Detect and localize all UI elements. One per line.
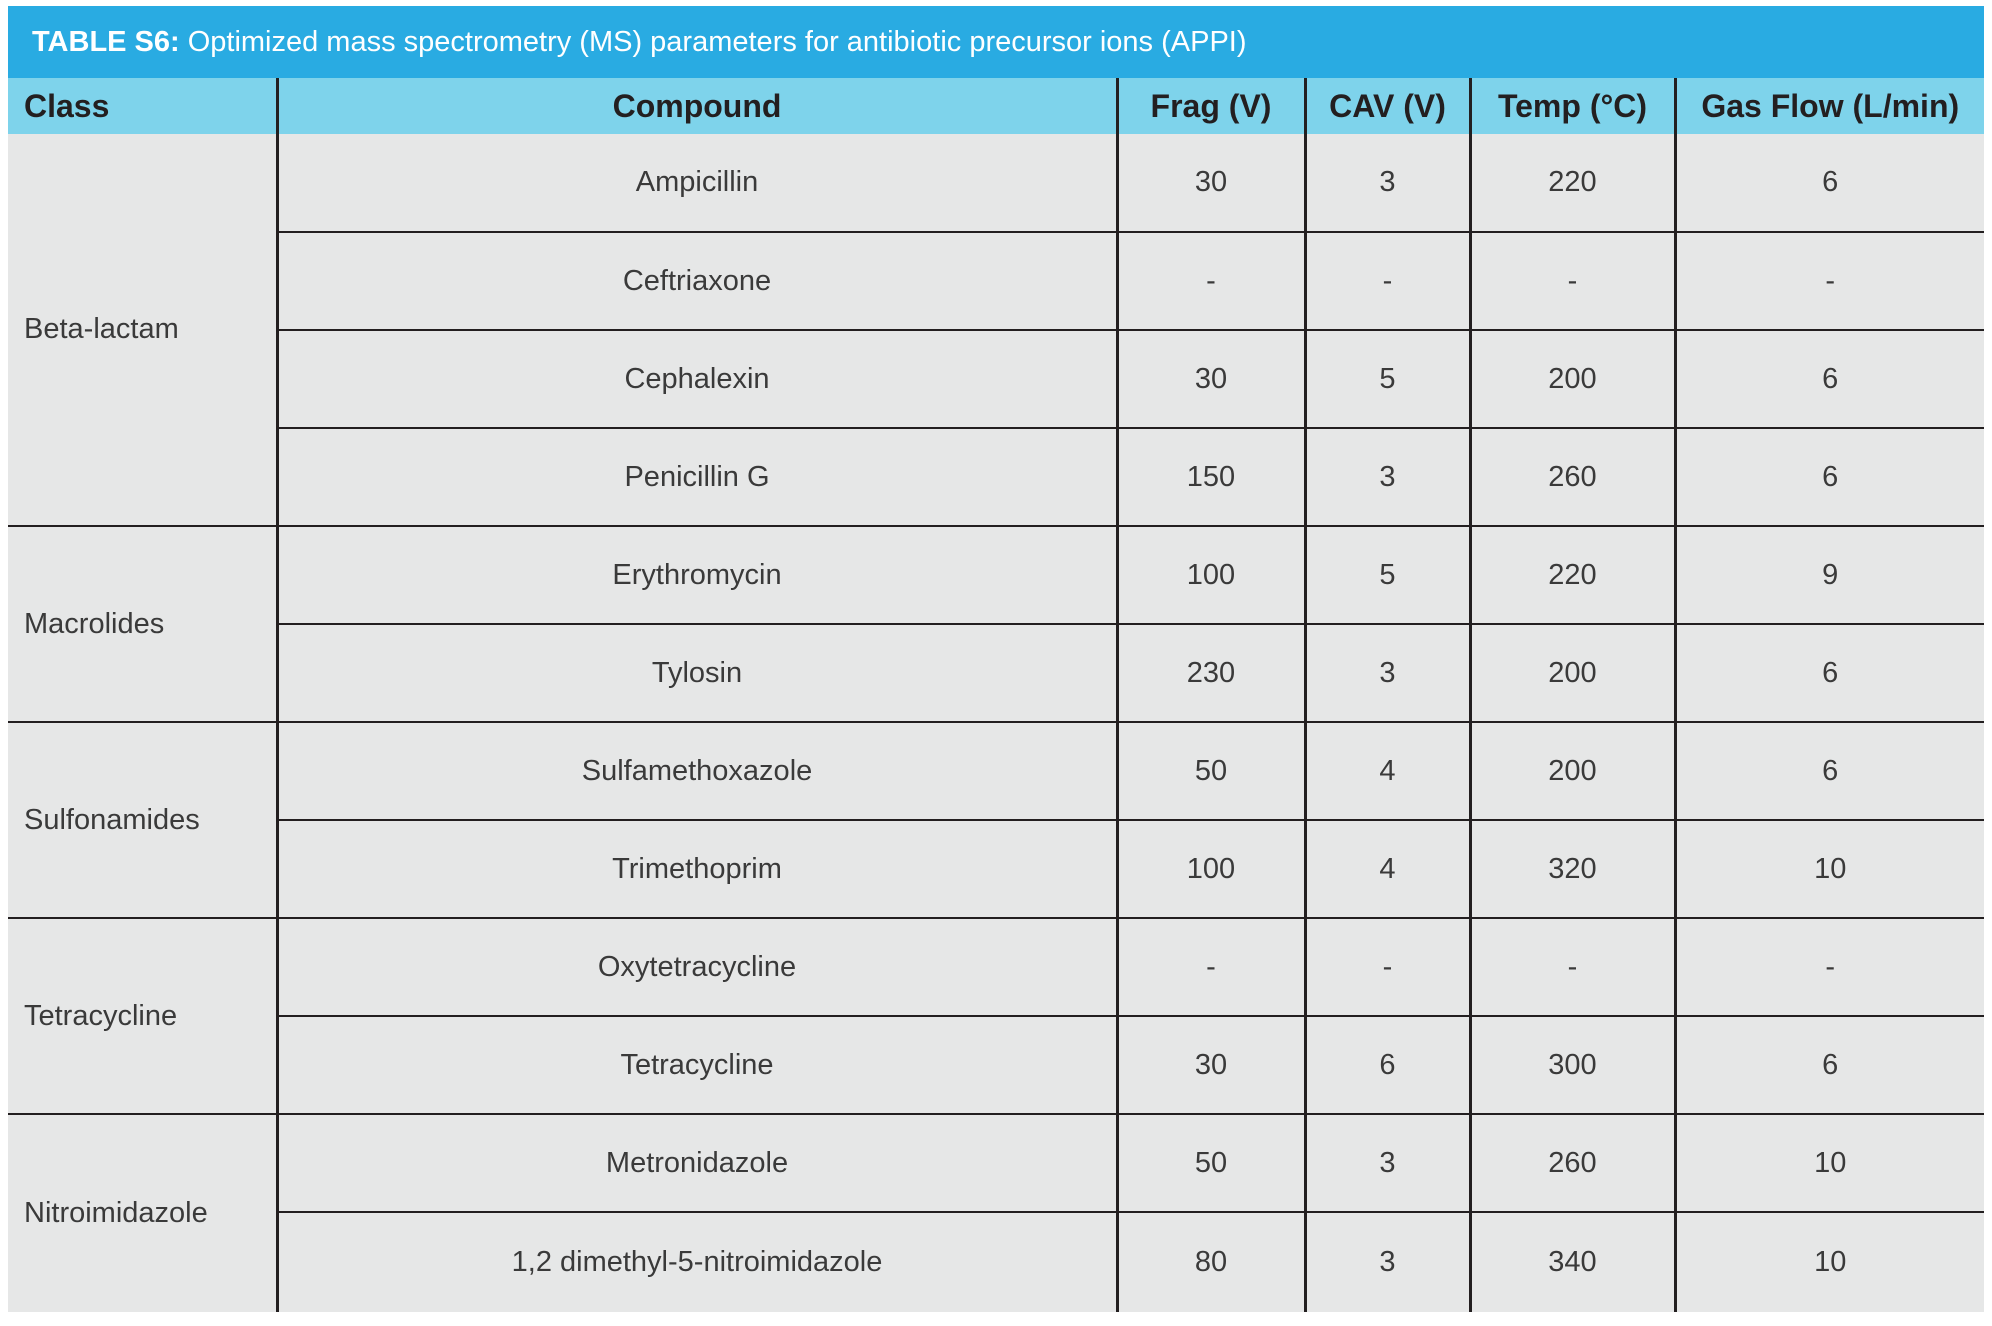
table-row: [8, 624, 1984, 722]
gas-flow-cell: 6: [1675, 624, 1984, 722]
cav-cell: 5: [1305, 330, 1470, 428]
cav-cell: 4: [1305, 820, 1470, 918]
gas-flow-cell: 10: [1675, 820, 1984, 918]
table-row: [8, 722, 1984, 820]
temp-cell: 340: [1470, 1212, 1675, 1312]
compound-cell: Sulfamethoxazole: [277, 722, 1117, 820]
temp-cell: -: [1470, 918, 1675, 1016]
cav-cell: 3: [1305, 624, 1470, 722]
cav-cell: 6: [1305, 1016, 1470, 1114]
temp-cell: 320: [1470, 820, 1675, 918]
compound-cell: Oxytetracycline: [277, 918, 1117, 1016]
cav-cell: 5: [1305, 526, 1470, 624]
temp-cell: 220: [1470, 526, 1675, 624]
compound-cell: Erythromycin: [277, 526, 1117, 624]
table-row: [8, 1212, 1984, 1312]
temp-cell: 260: [1470, 1114, 1675, 1212]
frag-cell: 30: [1117, 330, 1305, 428]
compound-cell: Metronidazole: [277, 1114, 1117, 1212]
class-cell: Tetracycline: [8, 918, 277, 1114]
frag-cell: 80: [1117, 1212, 1305, 1312]
frag-cell: 30: [1117, 1016, 1305, 1114]
frag-cell: 50: [1117, 722, 1305, 820]
temp-cell: -: [1470, 232, 1675, 330]
compound-cell: 1,2 dimethyl-5-nitroimidazole: [277, 1212, 1117, 1312]
compound-cell: Ceftriaxone: [277, 232, 1117, 330]
cav-cell: 4: [1305, 722, 1470, 820]
cav-cell: 3: [1305, 428, 1470, 526]
gas-flow-cell: -: [1675, 232, 1984, 330]
gas-flow-cell: 6: [1675, 722, 1984, 820]
table-body: [8, 134, 1984, 1312]
header-frag: Frag (V): [1117, 78, 1305, 134]
compound-cell: Trimethoprim: [277, 820, 1117, 918]
frag-cell: 100: [1117, 526, 1305, 624]
cav-cell: 3: [1305, 134, 1470, 232]
table-title-bar: [8, 6, 1984, 78]
gas-flow-cell: 10: [1675, 1114, 1984, 1212]
class-cell: Sulfonamides: [8, 722, 277, 918]
table-row: [8, 232, 1984, 330]
frag-cell: 100: [1117, 820, 1305, 918]
frag-cell: 150: [1117, 428, 1305, 526]
class-cell: Beta-lactam: [24, 313, 179, 345]
frag-cell: -: [1117, 918, 1305, 1016]
cav-cell: -: [1305, 918, 1470, 1016]
compound-cell: Ampicillin: [277, 134, 1117, 232]
temp-cell: 200: [1470, 624, 1675, 722]
cav-cell: -: [1305, 232, 1470, 330]
table-row: [8, 428, 1984, 526]
parameters-table: [8, 78, 1984, 1312]
frag-cell: 230: [1117, 624, 1305, 722]
temp-cell: 200: [1470, 722, 1675, 820]
gas-flow-cell: 9: [1675, 526, 1984, 624]
table-row: [8, 1114, 1984, 1212]
temp-cell: 260: [1470, 428, 1675, 526]
header-temp: Temp (°C): [1470, 78, 1675, 134]
compound-cell: Tylosin: [277, 624, 1117, 722]
parameters-table-container: [8, 6, 1984, 1312]
compound-cell: Cephalexin: [277, 330, 1117, 428]
gas-flow-cell: 6: [1675, 330, 1984, 428]
gas-flow-cell: 10: [1675, 1212, 1984, 1312]
table-row: [8, 918, 1984, 1016]
cav-cell: 3: [1305, 1212, 1470, 1312]
class-cell: Macrolides: [8, 526, 277, 722]
table-title-label: TABLE S6:: [32, 25, 180, 58]
cav-cell: 3: [1305, 1114, 1470, 1212]
temp-cell: 220: [1470, 134, 1675, 232]
gas-flow-cell: 6: [1675, 428, 1984, 526]
compound-cell: Tetracycline: [277, 1016, 1117, 1114]
header-gas-flow: Gas Flow (L/min): [1675, 78, 1984, 134]
frag-cell: 50: [1117, 1114, 1305, 1212]
table-row: [8, 1016, 1984, 1114]
gas-flow-cell: 6: [1675, 1016, 1984, 1114]
header-row: [8, 78, 1984, 134]
frag-cell: -: [1117, 232, 1305, 330]
temp-cell: 300: [1470, 1016, 1675, 1114]
class-cell: Nitroimidazole: [8, 1114, 277, 1312]
table-row: [8, 134, 1984, 232]
header-class: Class: [8, 78, 277, 134]
table-title-text: Optimized mass spectrometry (MS) parameters for antibiotic precursor ions (APPI): [187, 25, 1247, 58]
gas-flow-cell: -: [1675, 918, 1984, 1016]
table-row: [8, 330, 1984, 428]
table-row: [8, 526, 1984, 624]
gas-flow-cell: 6: [1675, 134, 1984, 232]
frag-cell: 30: [1117, 134, 1305, 232]
compound-cell: Penicillin G: [277, 428, 1117, 526]
header-compound: Compound: [277, 78, 1117, 134]
temp-cell: 200: [1470, 330, 1675, 428]
header-cav: CAV (V): [1305, 78, 1470, 134]
table-row: [8, 820, 1984, 918]
